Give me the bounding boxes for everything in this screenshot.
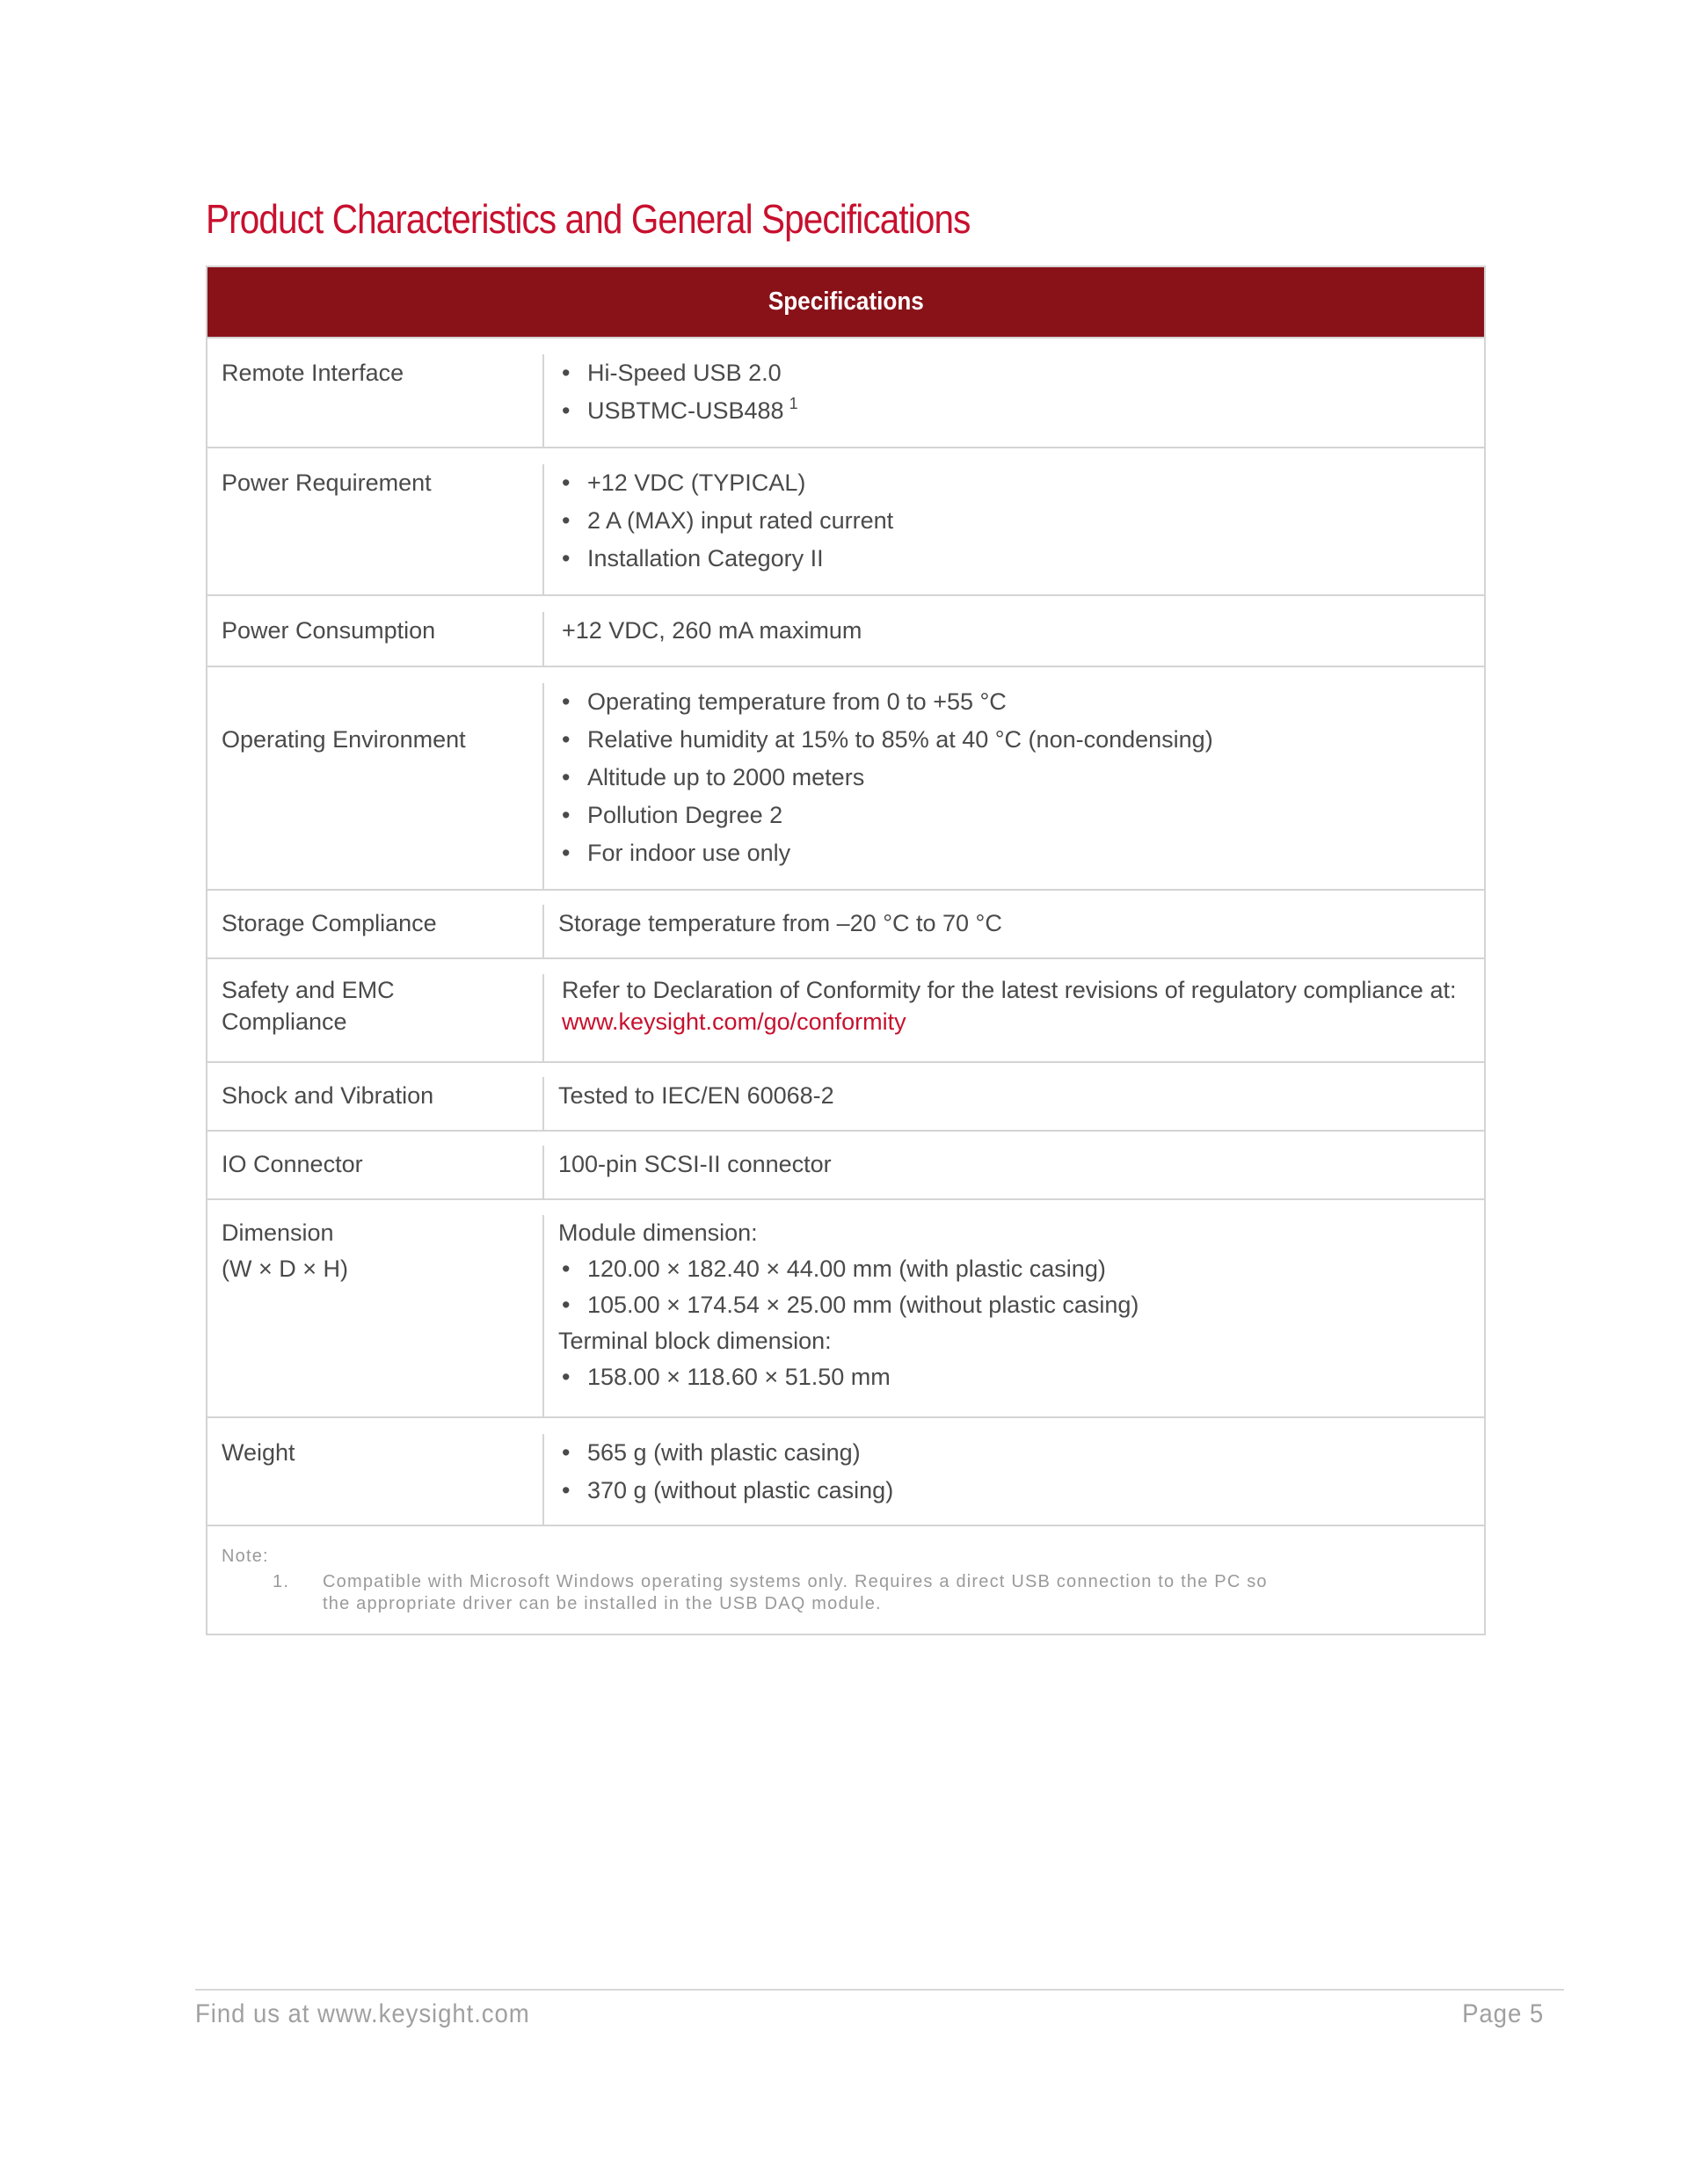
table-row-shock-vibration	[207, 1061, 1484, 1130]
list-item: • 370 g (without plastic casing)	[558, 1472, 1470, 1510]
row-label: Operating Environment	[207, 683, 544, 889]
specifications-table	[206, 266, 1486, 1635]
row-label: IO Connector	[207, 1146, 544, 1198]
value-text	[558, 974, 1470, 1037]
list-item	[558, 392, 1470, 430]
row-label	[207, 1215, 544, 1416]
note-label: Note:	[222, 1547, 269, 1566]
row-value	[544, 905, 1484, 957]
row-value	[544, 974, 1484, 1061]
footer-website[interactable]: Find us at www.keysight.com	[195, 1999, 530, 2028]
footer-divider	[195, 1989, 1564, 1991]
value-text: Tested to IEC/EN 60068-2	[558, 1082, 834, 1109]
list-item	[558, 354, 1470, 392]
note-text-line: Compatible with Microsoft Windows operating systems only. Requires a direct USB connection to the PC so	[323, 1572, 1268, 1591]
note-text-line: the appropriate driver can be installed in the USB DAQ module.	[323, 1594, 882, 1613]
row-label: Power Consumption	[207, 612, 544, 666]
row-label-line: Dimension	[222, 1219, 334, 1246]
row-value	[544, 612, 1484, 666]
page-title: Product Characteristics and General Specifications	[206, 196, 971, 242]
table-header	[207, 267, 1484, 337]
row-label: Storage Compliance	[207, 905, 544, 957]
row-label-line: Compliance	[222, 1008, 347, 1035]
table-row-safety-emc	[207, 957, 1484, 1061]
row-value	[544, 1215, 1484, 1416]
row-value	[544, 1434, 1484, 1525]
note-item	[222, 1571, 1484, 1615]
list-item: • Operating temperature from 0 to +55 °C	[558, 683, 1470, 721]
table-row-power-requirement	[207, 447, 1484, 594]
row-label: Weight	[207, 1434, 544, 1525]
value-text: Storage temperature from –20 °C to 70 °C	[558, 910, 1002, 936]
list-item: • 565 g (with plastic casing)	[558, 1434, 1470, 1472]
list-item: • 158.00 × 118.60 × 51.50 mm	[558, 1359, 1470, 1395]
list-item: • 105.00 × 174.54 × 25.00 mm (without plastic casing)	[558, 1287, 1470, 1323]
conformity-link[interactable]: www.keysight.com/go/conformity	[562, 1008, 906, 1035]
value-prefix: Refer to Declaration of Conformity for the latest revisions of regulatory compliance at:	[562, 977, 1457, 1003]
list-item: • 2 A (MAX) input rated current	[558, 502, 1470, 540]
table-note	[207, 1525, 1484, 1634]
row-value	[544, 464, 1484, 594]
row-value	[544, 1077, 1484, 1130]
table-row-power-consumption	[207, 594, 1484, 666]
terminal-dimension-heading: Terminal block dimension:	[558, 1328, 832, 1354]
row-label-line: Safety and EMC	[222, 977, 395, 1003]
table-row-weight	[207, 1416, 1484, 1525]
bullet-text: Hi-Speed USB 2.0	[587, 360, 782, 386]
row-label-line: (W × D × H)	[222, 1256, 349, 1282]
value-text: +12 VDC, 260 mA maximum	[562, 617, 862, 644]
table-row-dimension	[207, 1198, 1484, 1416]
module-dimension-heading: Module dimension:	[558, 1219, 758, 1246]
list-item: • +12 VDC (TYPICAL)	[558, 464, 1470, 502]
note-number: 1.	[273, 1572, 290, 1591]
table-row-operating-environment	[207, 666, 1484, 889]
list-item: • Relative humidity at 15% to 85% at 40 °C (non-condensing)	[558, 721, 1470, 759]
row-label	[207, 974, 544, 1061]
footnote-reference: 1	[789, 395, 798, 412]
row-label: Shock and Vibration	[207, 1077, 544, 1130]
list-item: • Installation Category II	[558, 540, 1470, 578]
value-text: 100-pin SCSI-II connector	[558, 1151, 832, 1177]
row-label: Remote Interface	[207, 354, 544, 447]
bullet-text: USBTMC-USB488	[587, 397, 784, 424]
list-item: • For indoor use only	[558, 834, 1470, 872]
row-value	[544, 354, 1484, 447]
table-row-io-connector	[207, 1130, 1484, 1198]
table-header-label: Specifications	[768, 288, 924, 316]
row-value	[544, 1146, 1484, 1198]
list-item: • Altitude up to 2000 meters	[558, 759, 1470, 797]
table-row-remote-interface	[207, 337, 1484, 447]
table-row-storage-compliance	[207, 889, 1484, 957]
row-value	[544, 683, 1484, 889]
page-number: Page 5	[1461, 1999, 1544, 2028]
list-item: • Pollution Degree 2	[558, 797, 1470, 834]
row-label: Power Requirement	[207, 464, 544, 594]
note-text	[323, 1571, 1378, 1615]
list-item: • 120.00 × 182.40 × 44.00 mm (with plastic casing)	[558, 1251, 1470, 1287]
